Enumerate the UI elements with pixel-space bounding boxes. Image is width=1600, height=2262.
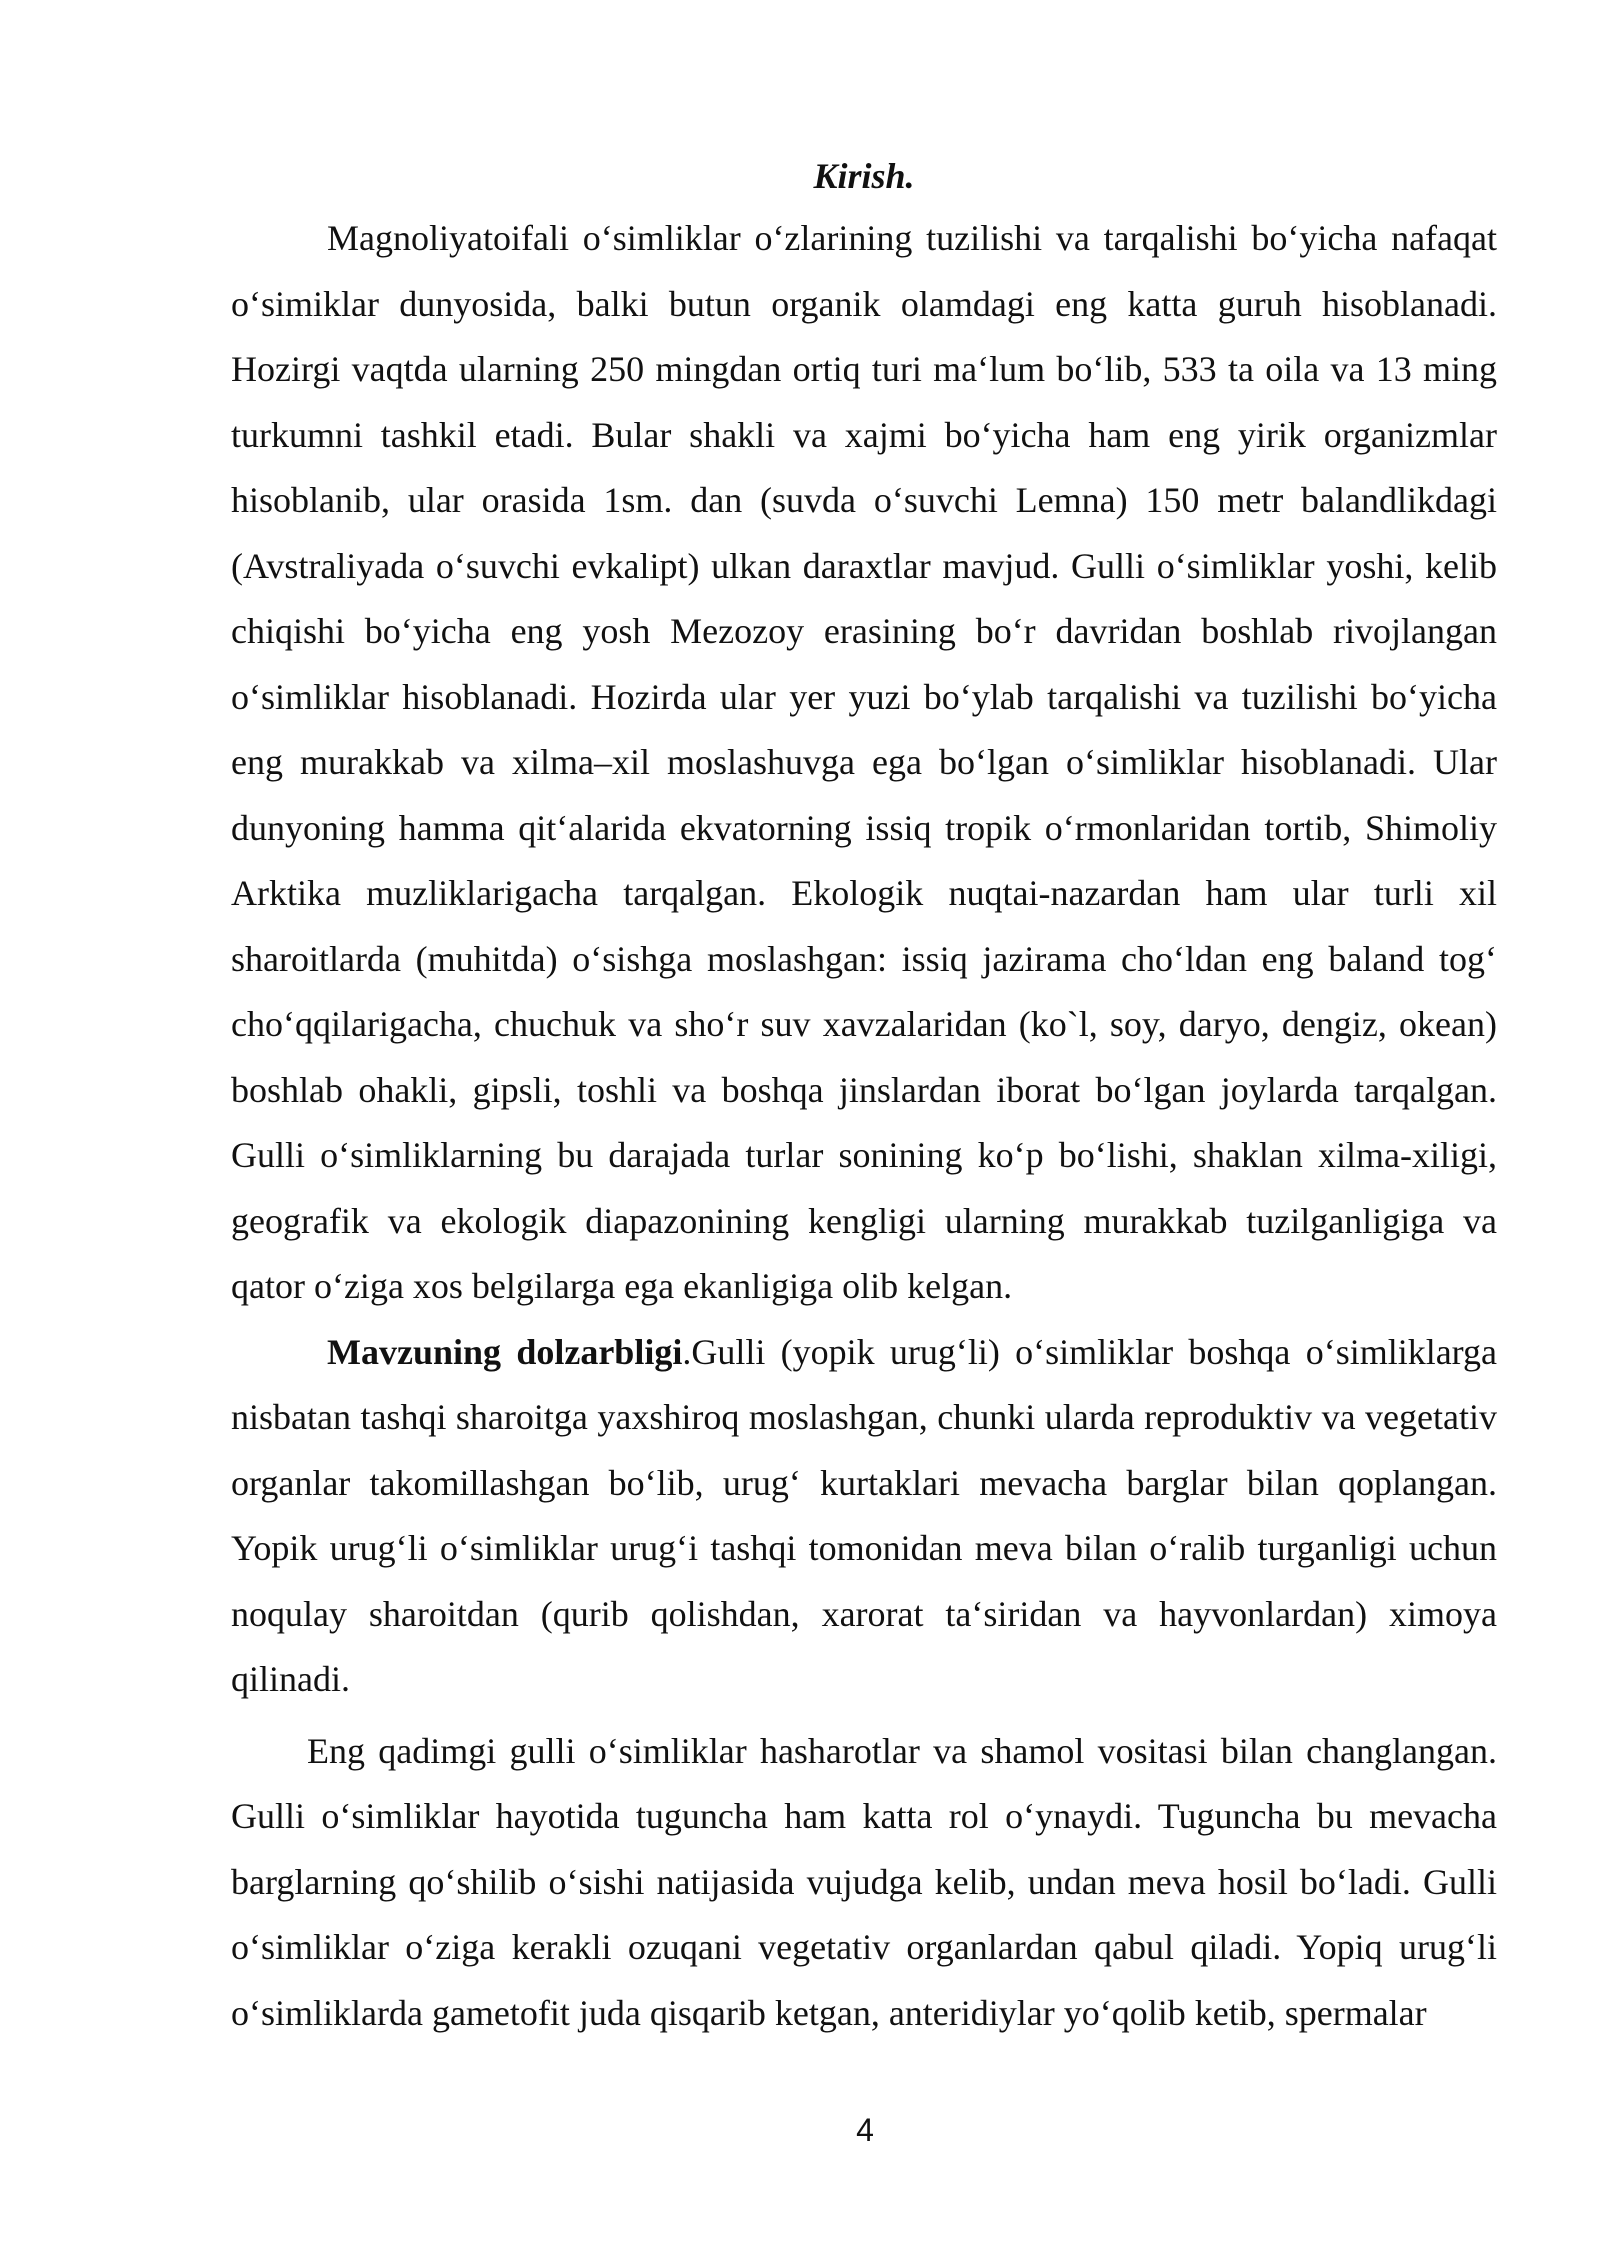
section-title: Kirish. xyxy=(813,156,915,196)
document-page xyxy=(231,150,1497,2046)
paragraph-lead-heading: Mavzuning dolzarbligi xyxy=(327,1331,683,1372)
paragraph-relevance-text: .Gulli (yopik urug‘li) o‘simliklar boshqa o‘simliklarga nisbatan tashqi sharoitga yaxshiroq moslashgan, chunki ularda reproduktiv va vegetativ organlar takomillashgan bo‘lib, urug‘ kurtaklari mevacha barglar bilan qoplangan. Yopik urug‘li o‘simliklar urug‘i tashqi tomonidan meva bilan o‘ralib turganligi uchun noqulay sharoitdan (qurib qolishdan, xarorat ta‘siridan va hayvonlardan) ximoya qilinadi. xyxy=(231,1331,1498,1699)
paragraph-ancient-plants: Eng qadimgi gulli o‘simliklar hasharotlar va shamol vositasi bilan changlangan. Gulli o‘simliklar hayotida tuguncha ham katta rol o‘ynaydi. Tuguncha bu mevacha barglarning qo‘shilib o‘sishi natijasida vujudga kelib, undan meva hosil bo‘ladi. Gulli o‘simliklar o‘ziga kerakli ozuqani vegetativ organlardan qabul qiladi. Yopiq urug‘li o‘simliklarda gametofit juda qisqarib ketgan, anteridiylar yo‘qolib ketib, spermalar xyxy=(231,1730,1497,2033)
page-number: 4 xyxy=(856,2112,874,2148)
paragraph-intro: Magnoliyatoifali o‘simliklar o‘zlarining tuzilishi va tarqalishi bo‘yicha nafaqat o‘simiklar dunyosida, balki butun organik olamdagi eng katta guruh hisoblanadi. Hozirgi vaqtda ularning 250 mingdan ortiq turi ma‘lum bo‘lib, 533 ta oila va 13 ming turkumni tashkil etadi. Bular shakli va xajmi bo‘yicha ham eng yirik organizmlar hisoblanib, ular orasida 1sm. dan (suvda o‘suvchi Lemna) 150 metr balandlikdagi (Avstraliyada o‘suvchi evkalipt) ulkan daraxtlar mavjud. Gulli o‘simliklar yoshi, kelib chiqishi bo‘yicha eng yosh Mezozoy erasining bo‘r davridan boshlab rivojlangan o‘simliklar hisoblanadi. Hozirda ular yer yuzi bo‘ylab tarqalishi va tuzilishi bo‘yicha eng murakkab va xilma–xil moslashuvga ega bo‘lgan o‘simliklar hisoblanadi. Ular dunyoning hamma qit‘alarida ekvatorning issiq tropik o‘rmonlaridan tortib, Shimoliy Arktika muzliklarigacha tarqalgan. Ekologik nuqtai-nazardan ham ular turli xil sharoitlarda (muhitda) o‘sishga moslashgan: issiq jazirama cho‘ldan eng baland tog‘ cho‘qqilarigacha, chuchuk va sho‘r suv xavzalaridan (ko`l, soy, daryo, dengiz, okean) boshlab ohakli, gipsli, toshli va boshqa jinslardan iborat bo‘lgan joylarda tarqalgan. Gulli o‘simliklarning bu darajada turlar sonining ko‘p bo‘lishi, shaklan xilma-xiligi, geografik va ekologik diapazonining kengligi ularning murakkab tuzilganligiga va qator o‘ziga xos belgilarga ega ekanligiga olib kelgan. xyxy=(231,218,1497,1306)
paragraph-relevance xyxy=(231,1320,1497,1713)
